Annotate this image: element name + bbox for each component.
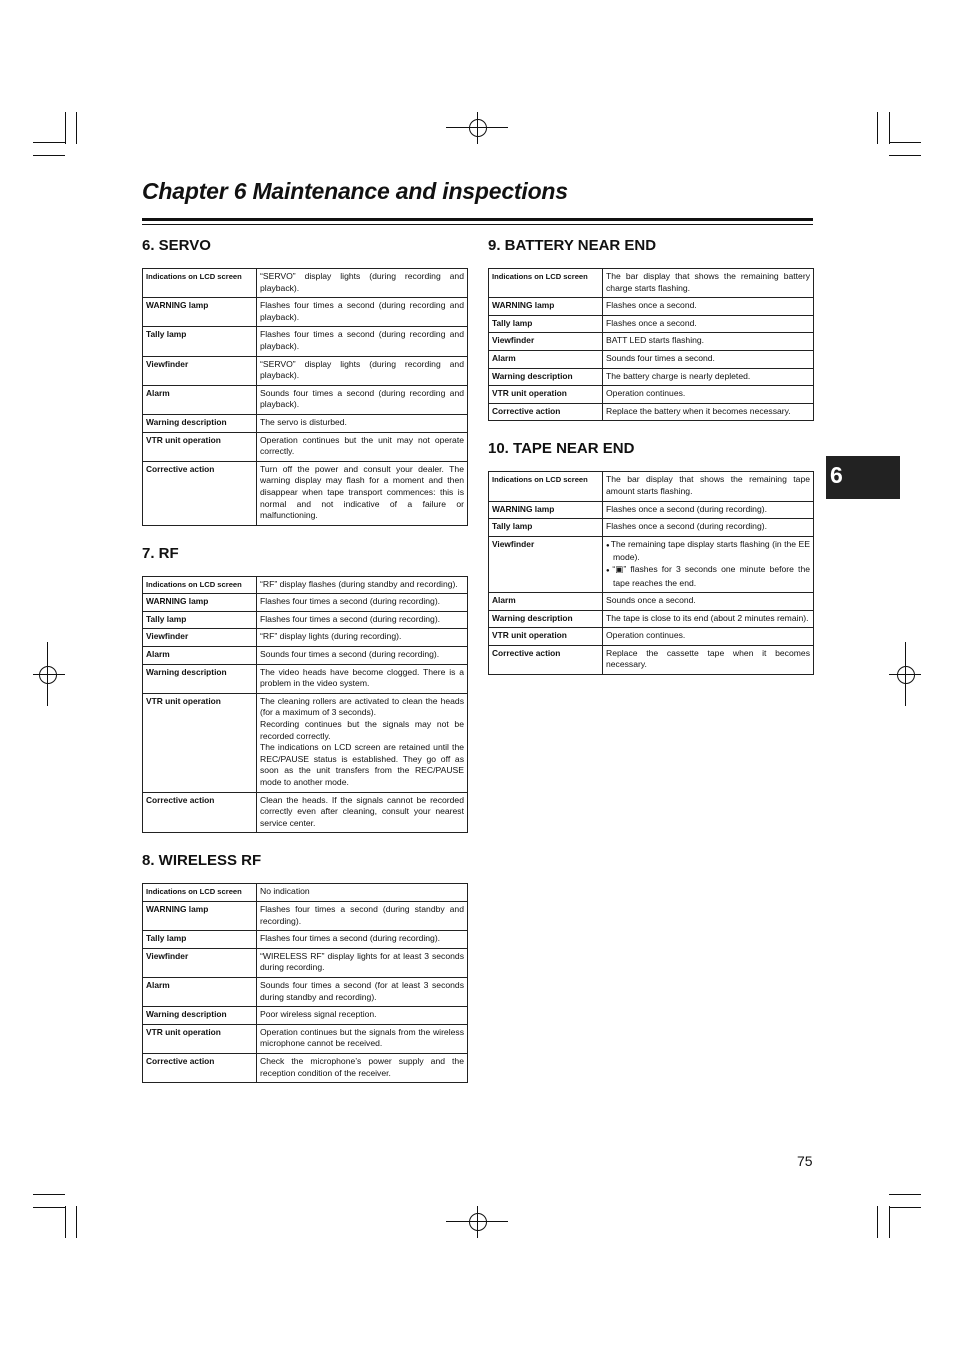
table-row [143, 948, 468, 977]
row-value: The video heads have become clogged. There is a problem in the video system. [257, 664, 468, 693]
row-value: Operation continues. [603, 386, 814, 404]
row-value: Sounds four times a second (for at least 3 seconds during standby and recording). [257, 977, 468, 1006]
section-heading: 10. TAPE NEAR END [488, 440, 635, 458]
row-value: “WIRELESS RF” display lights for at least 3 seconds during recording. [257, 948, 468, 977]
table-row [143, 1024, 468, 1053]
bullet-text: The remaining tape display starts flashing (in the EE mode). [610, 538, 811, 563]
bullet-item [606, 564, 810, 589]
row-value: “SERVO” display lights (during recording and playback). [257, 269, 468, 298]
row-label-tally-lamp: Tally lamp [143, 327, 257, 356]
row-value: Sounds four times a second (during recording and playback). [257, 385, 468, 414]
row-label-warning-description: Warning description [143, 664, 257, 693]
title-rule-thin [142, 224, 813, 225]
row-value: Replace the cassette tape when it becomes necessary. [603, 645, 814, 674]
table-row [489, 628, 814, 646]
row-value: Clean the heads. If the signals cannot be recorded correctly even after cleaning, consult your nearest service center. [257, 792, 468, 833]
row-value: The tape is close to its end (about 2 minutes remain). [603, 610, 814, 628]
section-heading: 8. WIRELESS RF [142, 852, 262, 870]
table-row [489, 350, 814, 368]
spec-table [142, 883, 468, 1083]
table-row [489, 645, 814, 674]
row-label-corrective-action: Corrective action [489, 645, 603, 674]
row-label-warning-description: Warning description [143, 1007, 257, 1025]
row-value: Flashes four times a second (during recording). [257, 611, 468, 629]
table-row [143, 792, 468, 833]
spec-table [142, 576, 468, 834]
row-label-vtr-unit-operation: VTR unit operation [489, 386, 603, 404]
chapter-tab: 6 [826, 456, 900, 499]
row-value: Flashes four times a second (during recording). [257, 931, 468, 949]
table-row [143, 901, 468, 930]
left-column [142, 236, 468, 1101]
row-label-indications-on-lcd-screen: Indications on LCD screen [489, 472, 603, 501]
row-label-warning-lamp: WARNING lamp [143, 298, 257, 327]
row-value: Operation continues but the signals from the wireless microphone cannot be received. [257, 1024, 468, 1053]
table-row [489, 315, 814, 333]
row-label-warning-lamp: WARNING lamp [489, 298, 603, 316]
table-row [489, 333, 814, 351]
table-row [143, 269, 468, 298]
row-value: Sounds four times a second (during recording). [257, 647, 468, 665]
table-row [143, 385, 468, 414]
table-row [143, 432, 468, 461]
row-label-alarm: Alarm [143, 977, 257, 1006]
table-row [143, 298, 468, 327]
row-label-vtr-unit-operation: VTR unit operation [143, 432, 257, 461]
title-rule [142, 218, 813, 221]
table-row [489, 501, 814, 519]
table-row [489, 519, 814, 537]
bullet-item [606, 539, 810, 564]
row-value: Flashes four times a second (during recording). [257, 594, 468, 612]
row-label-warning-lamp: WARNING lamp [143, 901, 257, 930]
row-value: Operation continues. [603, 628, 814, 646]
table-row [489, 403, 814, 421]
row-value: Turn off the power and consult your dealer. The warning display may flash for a moment and then disappear when tape transport commences: this is normal and not indicative of a failure or malfunctioning. [257, 461, 468, 525]
table-row [143, 461, 468, 525]
row-label-corrective-action: Corrective action [143, 1053, 257, 1082]
row-value: “SERVO” display lights (during recording and playback). [257, 356, 468, 385]
table-row [143, 414, 468, 432]
row-value: “RF” display flashes (during standby and recording). [257, 576, 468, 594]
row-label-warning-description: Warning description [143, 414, 257, 432]
row-label-alarm: Alarm [143, 647, 257, 665]
row-label-tally-lamp: Tally lamp [489, 315, 603, 333]
row-label-viewfinder: Viewfinder [143, 629, 257, 647]
bullet-text: “▣” flashes for 3 seconds one minute before the tape reaches the end. [612, 563, 811, 588]
row-label-tally-lamp: Tally lamp [143, 931, 257, 949]
table-row [143, 693, 468, 792]
row-value: Poor wireless signal reception. [257, 1007, 468, 1025]
section-heading: 9. BATTERY NEAR END [488, 237, 657, 254]
page-number: 75 [797, 1153, 813, 1169]
row-value: Check the microphone’s power supply and the reception condition of the receiver. [257, 1053, 468, 1082]
row-value: Flashes once a second (during recording). [603, 501, 814, 519]
table-row [143, 576, 468, 594]
row-label-vtr-unit-operation: VTR unit operation [489, 628, 603, 646]
spec-table [488, 268, 814, 421]
section-heading: 7. RF [142, 544, 179, 562]
table-row [143, 977, 468, 1006]
spec-table [142, 268, 468, 526]
row-label-alarm: Alarm [143, 385, 257, 414]
row-label-tally-lamp: Tally lamp [489, 519, 603, 537]
row-value: BATT LED starts flashing. [603, 333, 814, 351]
table-row [143, 611, 468, 629]
row-value: The bar display that shows the remaining battery charge starts flashing. [603, 269, 814, 298]
row-value: Flashes once a second. [603, 298, 814, 316]
row-label-warning-lamp: WARNING lamp [489, 501, 603, 519]
row-value: Sounds four times a second. [603, 350, 814, 368]
row-label-warning-description: Warning description [489, 610, 603, 628]
row-label-indications-on-lcd-screen: Indications on LCD screen [143, 884, 257, 902]
row-value: Sounds once a second. [603, 593, 814, 611]
row-label-alarm: Alarm [489, 350, 603, 368]
row-label-corrective-action: Corrective action [143, 461, 257, 525]
row-value: Flashes once a second (during recording). [603, 519, 814, 537]
bullet-icon: ● [606, 542, 610, 549]
row-label-viewfinder: Viewfinder [489, 536, 603, 592]
row-label-alarm: Alarm [489, 593, 603, 611]
row-label-indications-on-lcd-screen: Indications on LCD screen [143, 576, 257, 594]
row-label-warning-description: Warning description [489, 368, 603, 386]
row-value: The bar display that shows the remaining tape amount starts flashing. [603, 472, 814, 501]
row-value: Flashes once a second. [603, 315, 814, 333]
row-value: Operation continues but the unit may not operate correctly. [257, 432, 468, 461]
row-value: The servo is disturbed. [257, 414, 468, 432]
row-value: No indication [257, 884, 468, 902]
row-label-warning-lamp: WARNING lamp [143, 594, 257, 612]
bullet-icon: ● [606, 567, 612, 574]
row-value: Replace the battery when it becomes necessary. [603, 403, 814, 421]
table-row [143, 1053, 468, 1082]
table-row [143, 594, 468, 612]
table-row [143, 664, 468, 693]
right-column [488, 236, 814, 693]
table-row [143, 356, 468, 385]
spec-table [488, 471, 814, 675]
row-value: Flashes four times a second (during recording and playback). [257, 327, 468, 356]
row-value: The cleaning rollers are activated to clean the heads (for a maximum of 3 seconds). Recording continues but the signals may not be recorded correctly. The indications on LCD screen are retained until the REC/PAUSE status is established. They go off as soon as the unit transfers from the REC/PAUSE mode to another mode. [257, 693, 468, 792]
row-label-corrective-action: Corrective action [143, 792, 257, 833]
table-row [143, 647, 468, 665]
section-heading: 6. SERVO [142, 237, 211, 254]
row-value: The battery charge is nearly depleted. [603, 368, 814, 386]
row-value: Flashes four times a second (during standby and recording). [257, 901, 468, 930]
row-label-viewfinder: Viewfinder [143, 356, 257, 385]
row-value [603, 536, 814, 592]
row-label-viewfinder: Viewfinder [143, 948, 257, 977]
table-row [489, 472, 814, 501]
table-row [489, 536, 814, 592]
table-row [143, 327, 468, 356]
row-label-indications-on-lcd-screen: Indications on LCD screen [143, 269, 257, 298]
row-value: “RF” display lights (during recording). [257, 629, 468, 647]
table-row [489, 593, 814, 611]
table-row [489, 368, 814, 386]
table-row [143, 931, 468, 949]
chapter-title: Chapter 6 Maintenance and inspections [142, 178, 568, 204]
row-label-tally-lamp: Tally lamp [143, 611, 257, 629]
row-label-vtr-unit-operation: VTR unit operation [143, 1024, 257, 1053]
row-label-viewfinder: Viewfinder [489, 333, 603, 351]
row-label-vtr-unit-operation: VTR unit operation [143, 693, 257, 792]
row-value: Flashes four times a second (during recording and playback). [257, 298, 468, 327]
table-row [143, 884, 468, 902]
table-row [489, 269, 814, 298]
table-row [143, 629, 468, 647]
table-row [489, 298, 814, 316]
row-label-corrective-action: Corrective action [489, 403, 603, 421]
row-label-indications-on-lcd-screen: Indications on LCD screen [489, 269, 603, 298]
table-row [143, 1007, 468, 1025]
table-row [489, 610, 814, 628]
table-row [489, 386, 814, 404]
